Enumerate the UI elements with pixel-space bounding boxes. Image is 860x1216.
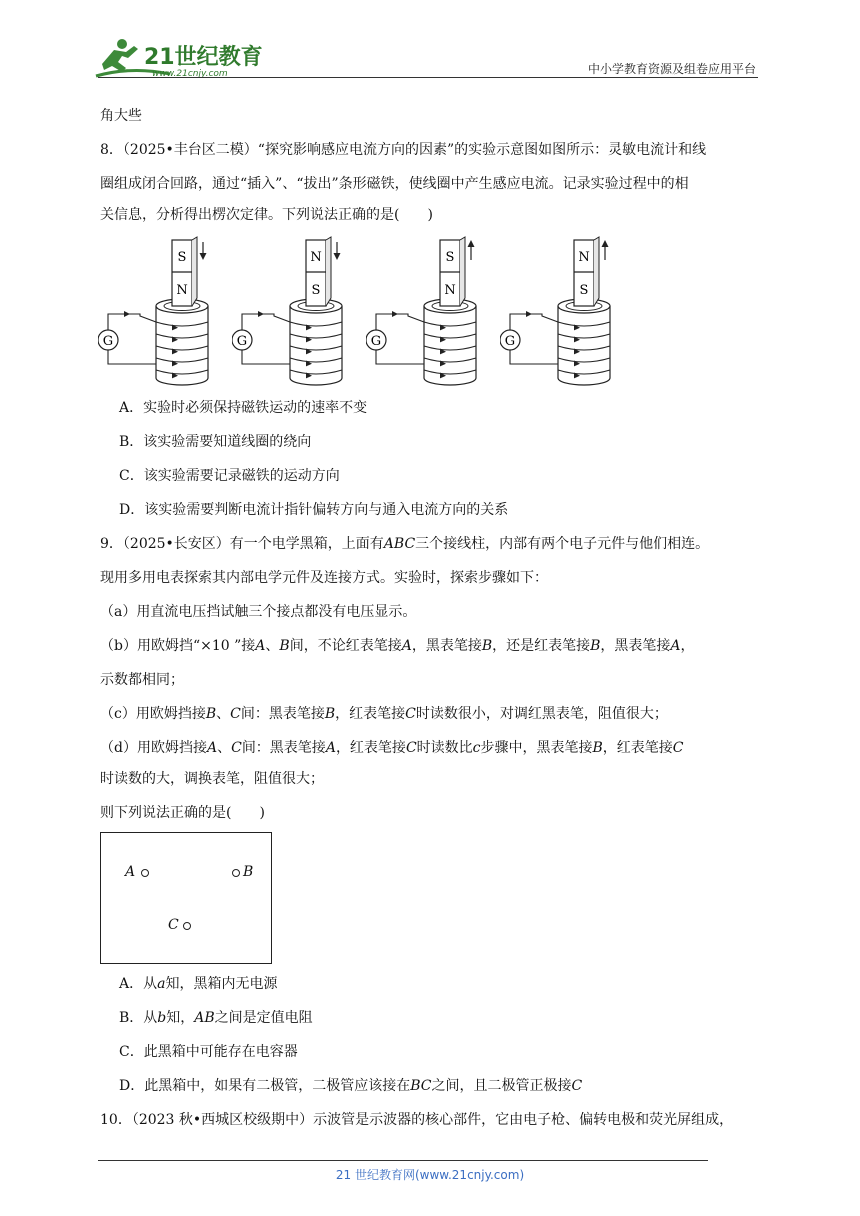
svg-text:G: G bbox=[236, 334, 248, 349]
q10-stem-line1: 10．（2023 秋•西城区校级期中）示波管是示波器的核心部件，它由电子枪、偏转电极和荧光屏组成， bbox=[100, 1112, 734, 1128]
q8-option-c[interactable]: C．该实验需要记录磁铁的运动方向 bbox=[119, 468, 340, 484]
svg-text:S: S bbox=[177, 250, 187, 265]
q9-stem-line1: 9．（2025•长安区）有一个电学黑箱，上面有ABC三个接线柱，内部有两个电子元件与他们相连。 bbox=[100, 536, 710, 552]
svg-text:G: G bbox=[504, 334, 516, 349]
q9-step-b-line1: （b）用欧姆挡“×10 ”接A、B间，不论红表笔接A，黑表笔接B，还是红表笔接B，黑表笔接A， bbox=[100, 638, 695, 654]
q8-option-d[interactable]: D．该实验需要判断电流计指针偏转方向与通入电流方向的关系 bbox=[119, 502, 509, 518]
q8-figure bbox=[98, 236, 638, 386]
svg-text:N: N bbox=[444, 283, 456, 298]
q9-step-b-line2: 示数都相同； bbox=[100, 672, 184, 688]
terminal-a bbox=[141, 869, 149, 877]
terminal-a-label: A bbox=[125, 864, 136, 880]
q9-option-c[interactable]: C．此黑箱中可能存在电容器 bbox=[119, 1044, 298, 1060]
coil-diagram-2 bbox=[232, 236, 358, 386]
q9-stem-line2: 现用多用电表探索其内部电学元件及连接方式。实验时，探索步骤如下： bbox=[100, 570, 548, 586]
svg-text:S: S bbox=[445, 250, 455, 265]
q8-option-a[interactable]: A．实验时必须保持磁铁运动的速率不变 bbox=[119, 400, 368, 416]
svg-text:G: G bbox=[370, 334, 382, 349]
coil-diagram-4 bbox=[500, 236, 626, 386]
q9-option-a[interactable]: A．从a知，黑箱内无电源 bbox=[119, 976, 278, 992]
prev-text: 角大些 bbox=[100, 108, 142, 124]
footer-source: 21 世纪教育网(www.21cnjy.com) bbox=[335, 1168, 525, 1182]
logo-title: 21世纪教育 bbox=[144, 45, 262, 70]
logo-url: www.21cnjy.com bbox=[152, 69, 228, 79]
q9-option-b[interactable]: B．从b知，AB之间是定值电阻 bbox=[119, 1010, 313, 1026]
q8-stem-line2: 圈组成闭合回路，通过“插入”、“拔出”条形磁铁，使线圈中产生感应电流。记录实验过程中的相 bbox=[100, 176, 689, 192]
footer-divider bbox=[98, 1160, 708, 1161]
header-divider bbox=[98, 77, 758, 78]
terminal-c bbox=[183, 922, 191, 930]
svg-text:N: N bbox=[310, 250, 322, 265]
q9-step-c: （c）用欧姆挡接B、C间：黑表笔接B，红表笔接C时读数很小，对调红黑表笔，阻值很大； bbox=[100, 706, 668, 722]
q9-step-a: （a）用直流电压挡试触三个接点都没有电压显示。 bbox=[100, 604, 417, 620]
q8-option-b[interactable]: B．该实验需要知道线圈的绕向 bbox=[119, 434, 312, 450]
q9-option-d[interactable]: D．此黑箱中，如果有二极管，二极管应该接在BC之间，且二极管正极接C bbox=[119, 1078, 583, 1094]
svg-text:S: S bbox=[311, 283, 321, 298]
q8-stem-line3: 关信息，分析得出楞次定律。下列说法正确的是( ) bbox=[100, 207, 433, 223]
site-logo bbox=[92, 36, 262, 80]
coil-diagram-3 bbox=[366, 236, 492, 386]
svg-text:S: S bbox=[579, 283, 589, 298]
q9-step-d-line1: （d）用欧姆挡接A、C间：黑表笔接A，红表笔接C时读数比c步骤中，黑表笔接B，红表笔接C bbox=[100, 740, 684, 756]
black-box-figure bbox=[100, 832, 272, 964]
terminal-b-label: B bbox=[243, 864, 254, 880]
terminal-c-label: C bbox=[168, 917, 179, 933]
terminal-b bbox=[232, 869, 240, 877]
coil-diagram-1 bbox=[98, 236, 224, 386]
q8-stem-line1: 8．（2025•丰台区二模）“探究影响感应电流方向的因素”的实验示意图如图所示：灵敏电流计和线 bbox=[100, 142, 707, 158]
svg-text:G: G bbox=[102, 334, 114, 349]
q9-step-d-line2: 时读数的大，调换表笔，阻值很大； bbox=[100, 771, 324, 787]
platform-name: 中小学教育资源及组卷应用平台 bbox=[587, 62, 756, 76]
q9-question: 则下列说法正确的是( ) bbox=[100, 805, 265, 821]
svg-text:N: N bbox=[176, 283, 188, 298]
svg-text:N: N bbox=[578, 250, 590, 265]
